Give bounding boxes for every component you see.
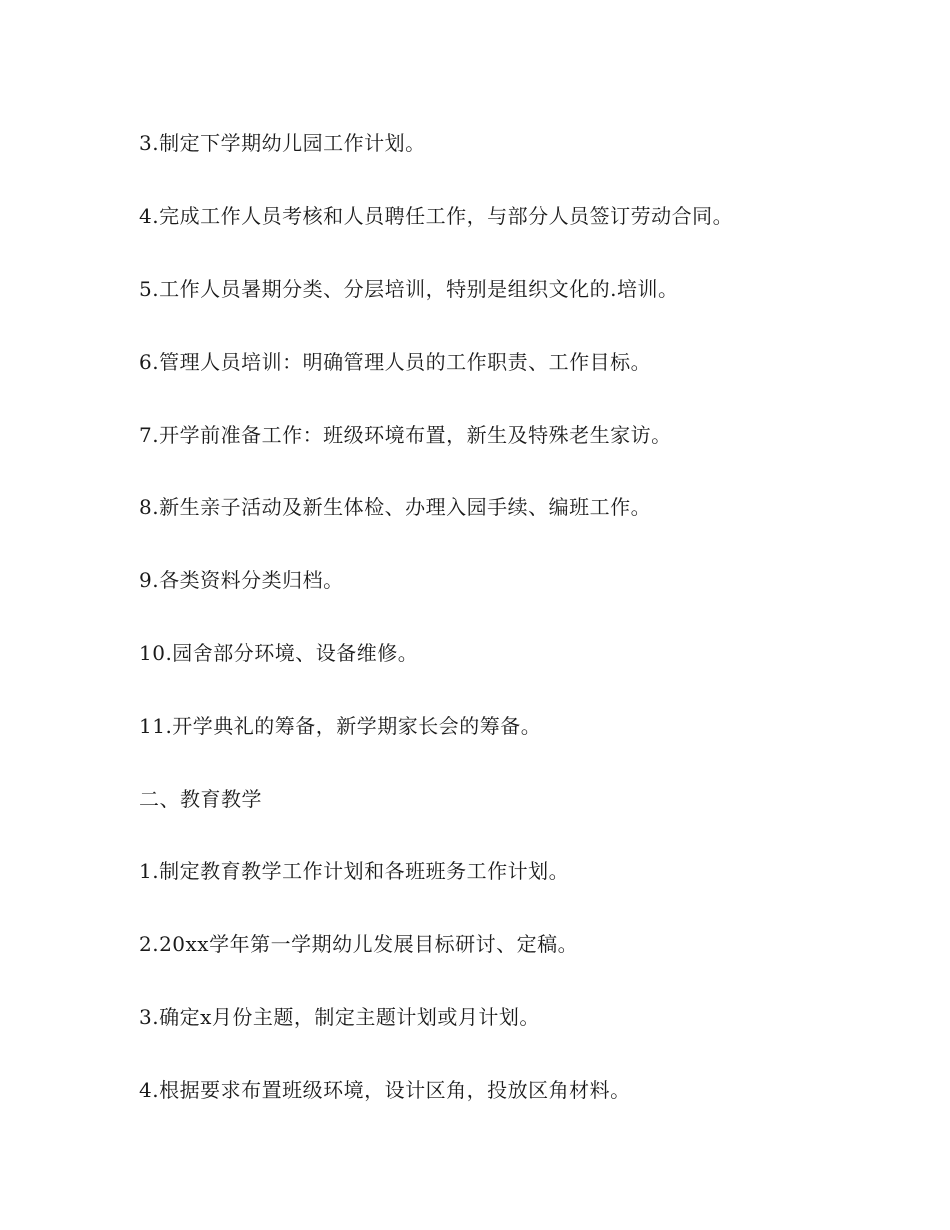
- list-item: 6.管理人员培训：明确管理人员的工作职责、工作目标。: [139, 350, 652, 374]
- list-item: 4.完成工作人员考核和人员聘任工作，与部分人员签订劳动合同。: [139, 204, 734, 228]
- list-item: 2.20xx学年第一学期幼儿发展目标研讨、定稿。: [139, 932, 579, 956]
- list-item: 7.开学前准备工作：班级环境布置，新生及特殊老生家访。: [139, 423, 672, 447]
- list-item: 3.确定x月份主题，制定主题计划或月计划。: [139, 1005, 540, 1029]
- list-item: 8.新生亲子活动及新生体检、办理入园手续、编班工作。: [139, 495, 652, 519]
- list-item: 11.开学典礼的筹备，新学期家长会的筹备。: [139, 714, 542, 738]
- section-heading: 二、教育教学: [139, 787, 262, 811]
- list-item: 5.工作人员暑期分类、分层培训，特别是组织文化的.培训。: [139, 277, 679, 301]
- list-item: 10.园舍部分环境、设备维修。: [139, 641, 419, 665]
- list-item: 1.制定教育教学工作计划和各班班务工作计划。: [139, 859, 570, 883]
- list-item: 9.各类资料分类归档。: [139, 568, 344, 592]
- list-item: 4.根据要求布置班级环境，设计区角，投放区角材料。: [139, 1078, 631, 1102]
- list-item: 3.制定下学期幼儿园工作计划。: [139, 131, 426, 155]
